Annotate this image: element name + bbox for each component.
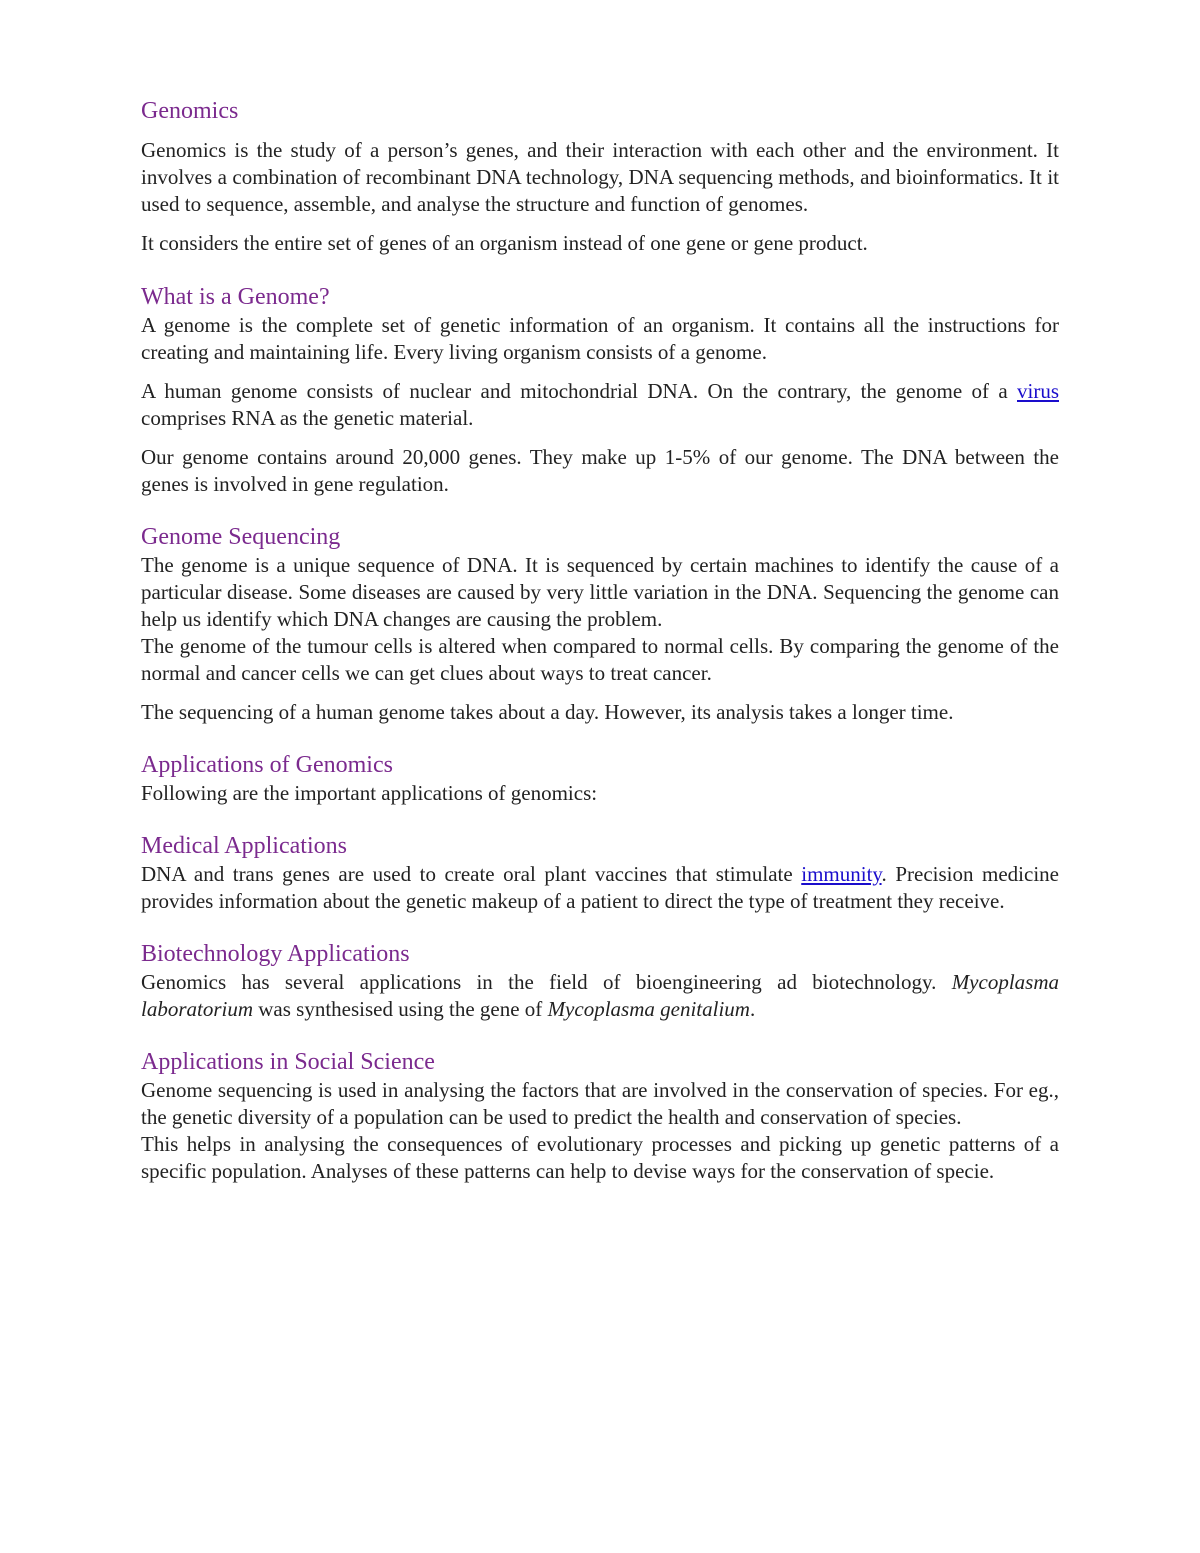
paragraph-sequencing-intro: The genome is a unique sequence of DNA. It is sequenced by certain machines to identify the cause of a particular disease. Some diseases are caused by very little variation in the DNA. Sequencing the genome can help us identify which DNA changes are causing the problem. [141, 553, 1059, 631]
paragraph-tumour-cells: The genome of the tumour cells is altered when compared to normal cells. By comparing the genome of the normal and cancer cells we can get clues about ways to treat cancer. [141, 634, 1059, 685]
heading-what-is-genome: What is a Genome? [141, 284, 330, 310]
text-segment: Genomics has several applications in the field of bioengineering ad biotechnology. [141, 970, 952, 994]
paragraph-applications-intro: Following are the important applications of genomics: [141, 781, 598, 805]
heading-genome-sequencing: Genome Sequencing [141, 524, 341, 550]
virus-link[interactable]: virus [1017, 379, 1059, 403]
heading-social-science: Applications in Social Science [141, 1049, 435, 1075]
paragraph-genomics-definition: Genomics is the study of a person’s genes, and their interaction with each other and the environment. It involves a combination of recombinant DNA technology, DNA sequencing methods, and bioinformatics. It it used to sequence, assemble, and analyse the structure and function of genomes. [141, 138, 1059, 216]
paragraph-biotech [141, 969, 1059, 1023]
paragraph-gene-count: Our genome contains around 20,000 genes. They make up 1-5% of our genome. The DNA between the genes is involved in gene regulation. [141, 445, 1059, 496]
heading-biotech-applications: Biotechnology Applications [141, 941, 410, 967]
text-segment: was synthesised using the gene of [253, 997, 548, 1021]
paragraph-genome-definition: A genome is the complete set of genetic information of an organism. It contains all the instructions for creating and maintaining life. Every living organism consists of a genome. [141, 313, 1059, 364]
text-segment: . Precision medicine provides information about the genetic makeup of a patient to direct the type of treatment they receive. [141, 862, 1059, 913]
species-name: Mycoplasma laboratorium [141, 970, 1059, 1021]
text-segment: comprises RNA as the genetic material. [141, 406, 474, 430]
paragraph-human-genome [141, 378, 1059, 432]
paragraph-sequencing-time: The sequencing of a human genome takes about a day. However, its analysis takes a longer time. [141, 700, 954, 724]
heading-medical-applications: Medical Applications [141, 833, 347, 859]
text-segment: . [749, 997, 756, 1021]
immunity-link[interactable]: immunity [801, 862, 882, 886]
text-segment: DNA and trans genes are used to create oral plant vaccines that stimulate [141, 862, 802, 886]
paragraph-genomics-scope: It considers the entire set of genes of an organism instead of one gene or gene product. [141, 231, 868, 255]
heading-genomics: Genomics [141, 98, 239, 124]
paragraph-medical [141, 861, 1059, 915]
heading-applications: Applications of Genomics [141, 752, 393, 778]
paragraph-social-science: Genome sequencing is used in analysing the factors that are involved in the conservation of species. For eg., the genetic diversity of a population can be used to predict the health and conservation of species. [141, 1078, 1059, 1129]
species-name: Mycoplasma genitalium [547, 997, 750, 1021]
paragraph-evolutionary: This helps in analysing the consequences of evolutionary processes and picking up genetic patterns of a specific population. Analyses of these patterns can help to devise ways for the conservation of specie. [141, 1132, 1059, 1183]
document-page [141, 96, 1059, 1185]
text-segment: A human genome consists of nuclear and mitochondrial DNA. On the contrary, the genome of a [141, 379, 1017, 403]
